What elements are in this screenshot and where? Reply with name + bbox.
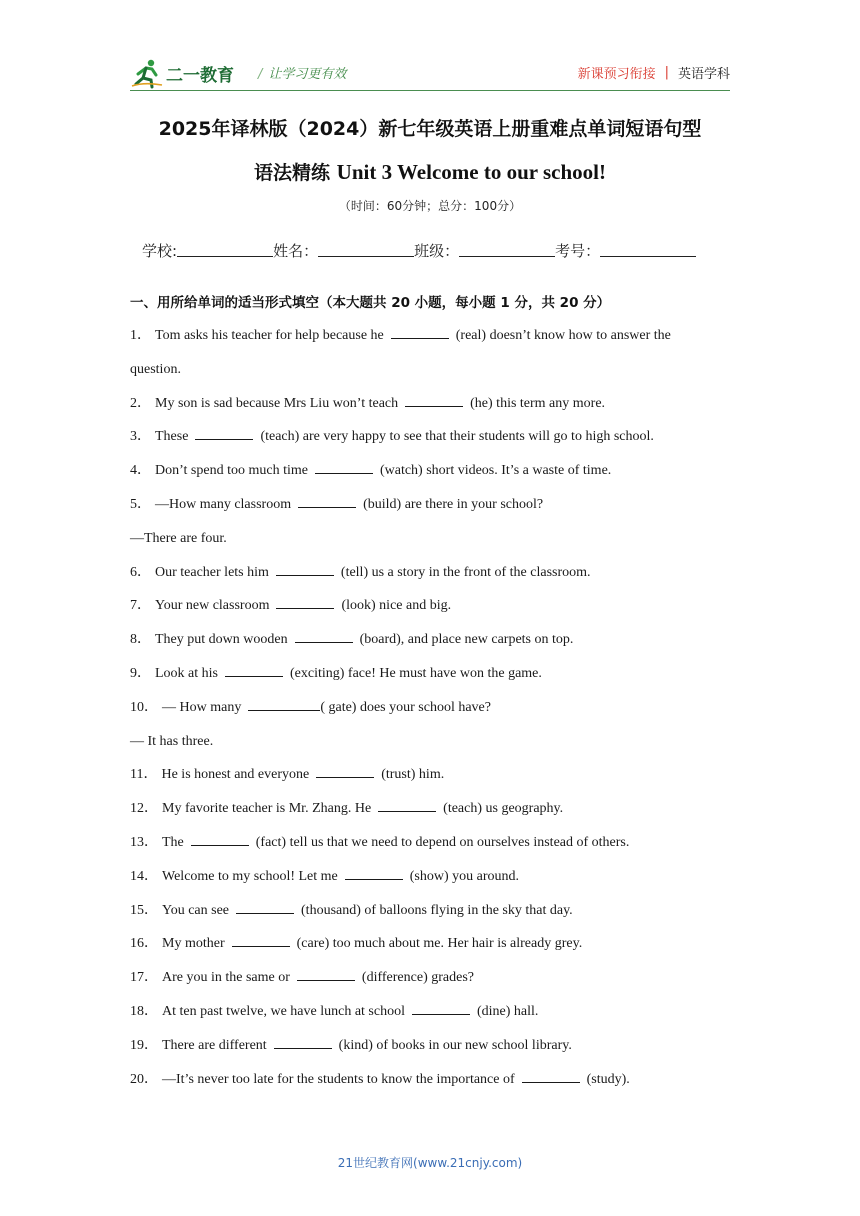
question-12: 12． My favorite teacher is Mr. Zhang. He (teach) us geography. bbox=[130, 801, 564, 816]
answer-blank[interactable] bbox=[248, 699, 320, 711]
class-blank[interactable] bbox=[459, 240, 555, 257]
question-7: 7． Your new classroom (look) nice and big. bbox=[130, 598, 452, 613]
question-5-continued: —There are four. bbox=[130, 531, 227, 546]
school-label: 学校: bbox=[142, 242, 178, 260]
answer-blank[interactable] bbox=[232, 935, 290, 947]
answer-blank[interactable] bbox=[276, 564, 334, 576]
exam-time-score: （时间：60分钟；总分：100分） bbox=[338, 199, 522, 213]
header-right bbox=[578, 63, 730, 82]
slogan-text: 让学习更有效 bbox=[268, 67, 347, 82]
question-11: 11． He is honest and everyone (trust) him. bbox=[130, 767, 445, 782]
runner-logo-icon bbox=[130, 56, 164, 90]
question-19: 19． There are different (kind) of books in our new school library. bbox=[130, 1038, 572, 1053]
answer-blank[interactable] bbox=[191, 834, 249, 846]
question-8: 8． They put down wooden (board), and place new carpets on top. bbox=[130, 632, 574, 647]
title-cn: 语法精练 bbox=[254, 162, 331, 184]
question-1-continued: question. bbox=[130, 362, 181, 377]
question-14: 14． Welcome to my school! Let me (show) you around. bbox=[130, 869, 520, 884]
answer-blank[interactable] bbox=[391, 327, 449, 339]
page-header bbox=[130, 54, 730, 94]
question-1: 1． Tom asks his teacher for help because he (real) doesn’t know how to answer the bbox=[130, 328, 671, 343]
logo bbox=[130, 56, 234, 90]
question-2: 2． My son is sad because Mrs Liu won’t teach (he) this term any more. bbox=[130, 396, 606, 411]
question-10-continued: — It has three. bbox=[130, 734, 214, 749]
question-18: 18． At ten past twelve, we have lunch at school (dine) hall. bbox=[130, 1004, 539, 1019]
page-footer: 21世纪教育网(www.21cnjy.com) bbox=[337, 1156, 523, 1170]
answer-blank[interactable] bbox=[195, 428, 253, 440]
name-blank[interactable] bbox=[318, 240, 414, 257]
answer-blank[interactable] bbox=[522, 1071, 580, 1083]
school-blank[interactable] bbox=[177, 240, 273, 257]
slogan bbox=[258, 63, 346, 82]
exam-number-blank[interactable] bbox=[600, 240, 696, 257]
document-title-line2 bbox=[0, 158, 860, 185]
answer-blank[interactable] bbox=[316, 766, 374, 778]
answer-blank[interactable] bbox=[295, 631, 353, 643]
header-divider bbox=[130, 90, 730, 91]
answer-blank[interactable] bbox=[315, 462, 373, 474]
answer-blank[interactable] bbox=[274, 1037, 332, 1049]
answer-blank[interactable] bbox=[412, 1003, 470, 1015]
question-20: 20． —It’s never too late for the students to know the importance of (study). bbox=[130, 1072, 630, 1087]
title-en: Unit 3 Welcome to our school! bbox=[336, 160, 606, 184]
question-15: 15． You can see (thousand) of balloons flying in the sky that day. bbox=[130, 903, 573, 918]
class-label: 班级： bbox=[414, 242, 460, 260]
name-label: 姓名： bbox=[273, 242, 319, 260]
answer-blank[interactable] bbox=[378, 800, 436, 812]
question-6: 6． Our teacher lets him (tell) us a story in the front of the classroom. bbox=[130, 565, 591, 580]
question-9: 9． Look at his (exciting) face! He must have won the game. bbox=[130, 666, 542, 681]
answer-blank[interactable] bbox=[236, 902, 294, 914]
subject-label: 英语学科 bbox=[677, 67, 730, 82]
question-4: 4． Don’t spend too much time (watch) short videos. It’s a waste of time. bbox=[130, 463, 612, 478]
answer-blank[interactable] bbox=[297, 969, 355, 981]
course-type-label: 新课预习衔接 bbox=[577, 67, 656, 82]
question-13: 13． The (fact) tell us that we need to depend on ourselves instead of others. bbox=[130, 835, 630, 850]
question-5: 5． —How many classroom (build) are there in your school? bbox=[130, 497, 544, 512]
answer-blank[interactable] bbox=[405, 395, 463, 407]
header-separator: | bbox=[664, 65, 669, 80]
question-3: 3． These (teach) are very happy to see that their students will go to high school. bbox=[130, 429, 654, 444]
question-16: 16． My mother (care) too much about me. Her hair is already grey. bbox=[130, 936, 583, 951]
answer-blank[interactable] bbox=[276, 597, 334, 609]
section-heading: 一、用所给单词的适当形式填空（本大题共 20 小题，每小题 1 分，共 20 分） bbox=[130, 295, 611, 311]
student-info-row bbox=[142, 240, 696, 261]
question-10: 10． — How many ( gate) does your school have? bbox=[130, 700, 491, 715]
exam-number-label: 考号： bbox=[555, 242, 601, 260]
answer-blank[interactable] bbox=[298, 496, 356, 508]
slogan-slash: / bbox=[258, 67, 263, 82]
logo-text: 二一教育 bbox=[166, 65, 234, 86]
document-title-line1: 2025年译林版（2024）新七年级英语上册重难点单词短语句型 bbox=[158, 118, 702, 140]
question-17: 17． Are you in the same or (difference) grades? bbox=[130, 970, 474, 985]
answer-blank[interactable] bbox=[225, 665, 283, 677]
answer-blank[interactable] bbox=[345, 868, 403, 880]
